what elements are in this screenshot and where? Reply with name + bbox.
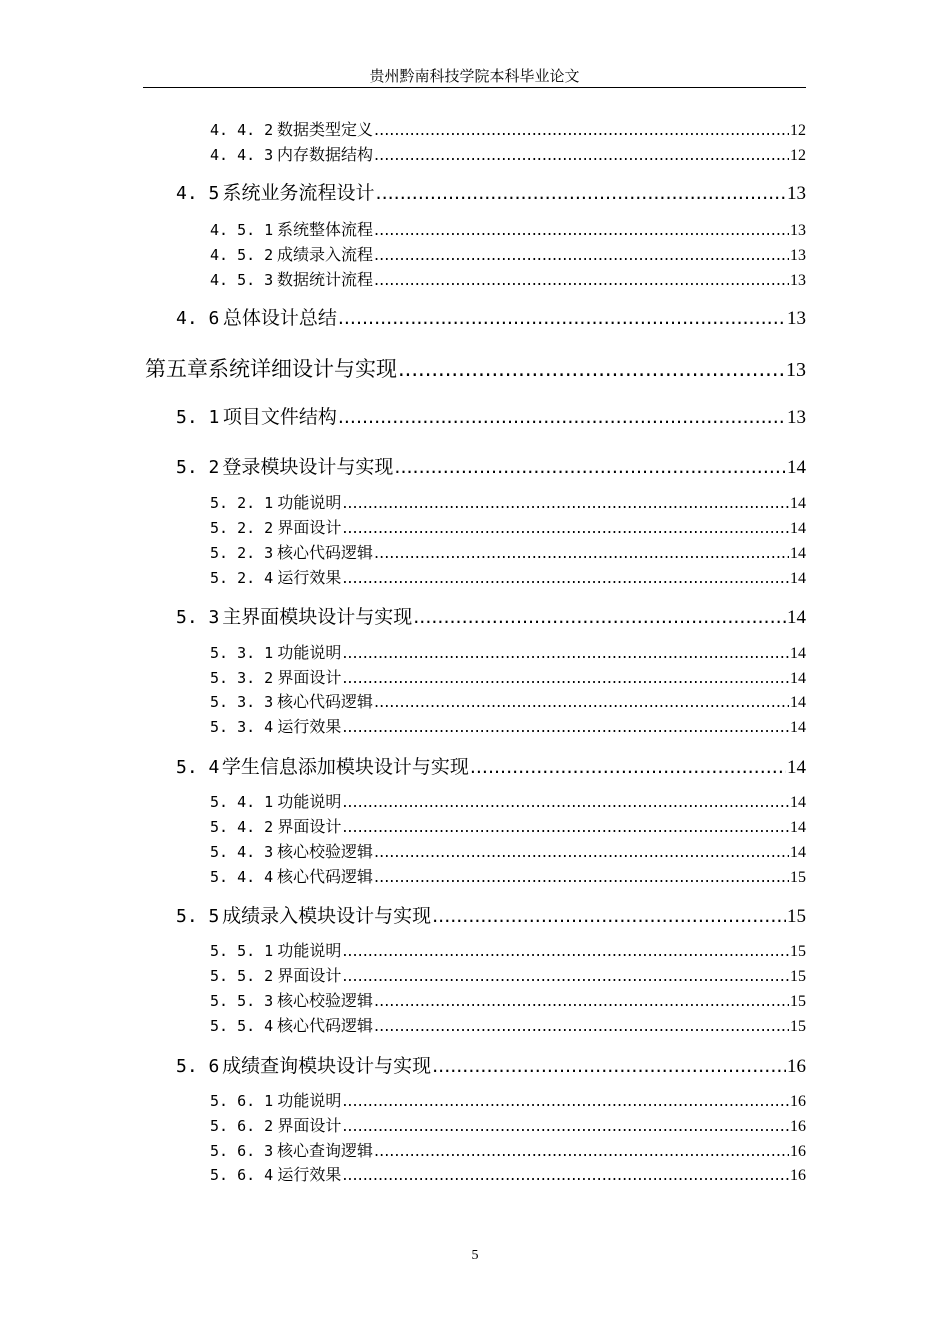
toc-entry-number: 5. 5. 2 bbox=[210, 967, 274, 985]
toc-entry-number: 5. 3. 2 bbox=[210, 669, 274, 687]
toc-entry-page: 13 bbox=[786, 359, 806, 381]
toc-entry-page: 14 bbox=[787, 607, 806, 628]
toc-entry-page: 14 bbox=[790, 670, 806, 687]
toc-dot-leader bbox=[374, 991, 789, 1010]
toc-entry-page: 14 bbox=[787, 757, 806, 778]
toc-entry-title: 系统业务流程设计 bbox=[222, 182, 375, 204]
toc-entry-title: 系统整体流程 bbox=[277, 220, 374, 239]
toc-entry-page: 13 bbox=[787, 308, 806, 329]
toc-entry[interactable] bbox=[210, 1162, 806, 1184]
toc-entry-title: 数据统计流程 bbox=[277, 270, 374, 289]
toc-dot-leader bbox=[342, 1116, 789, 1135]
toc-entry-page: 15 bbox=[790, 968, 806, 985]
toc-entry-number: 5. 5. 1 bbox=[210, 942, 274, 960]
page-number: 5 bbox=[471, 1248, 479, 1263]
toc-entry[interactable] bbox=[176, 178, 806, 204]
toc-dot-leader bbox=[342, 817, 789, 836]
toc-entry-page: 14 bbox=[790, 645, 806, 662]
toc-entry[interactable] bbox=[176, 901, 806, 927]
toc-entry-title: 界面设计 bbox=[277, 966, 342, 985]
page-header: 贵州黔南科技学院本科毕业论文 bbox=[369, 67, 580, 85]
toc-entry-title: 功能说明 bbox=[277, 941, 342, 960]
toc-entry-number: 5. 3. 1 bbox=[210, 644, 274, 662]
toc-entry-page: 14 bbox=[790, 545, 806, 562]
toc-dot-leader bbox=[342, 966, 789, 985]
toc-entry-page: 14 bbox=[790, 819, 806, 836]
toc-dot-leader bbox=[342, 717, 789, 736]
toc-entry[interactable] bbox=[210, 1138, 806, 1160]
toc-entry-page: 16 bbox=[787, 1056, 806, 1077]
toc-entry-number: 4. 4. 3 bbox=[210, 146, 274, 164]
toc-entry-number: 5. 1 bbox=[176, 407, 220, 428]
toc-entry-title: 成绩录入模块设计与实现 bbox=[222, 905, 432, 927]
toc-entry-page: 16 bbox=[790, 1093, 806, 1110]
toc-entry[interactable] bbox=[176, 452, 806, 478]
toc-dot-leader bbox=[342, 568, 789, 587]
toc-dot-leader bbox=[342, 792, 789, 811]
toc-dot-leader bbox=[374, 692, 789, 711]
toc-entry-page: 15 bbox=[790, 943, 806, 960]
toc-dot-leader bbox=[394, 456, 786, 478]
toc-entry-number: 4. 5 bbox=[176, 183, 220, 204]
toc-entry-page: 13 bbox=[790, 272, 806, 289]
toc-entry[interactable] bbox=[210, 864, 806, 886]
toc-dot-leader bbox=[432, 905, 786, 927]
toc-entry-title: 数据类型定义 bbox=[277, 120, 374, 139]
toc-entry-number: 5. 4. 3 bbox=[210, 843, 274, 861]
toc-entry[interactable] bbox=[210, 267, 806, 289]
toc-entry[interactable] bbox=[210, 714, 806, 736]
toc-entry[interactable] bbox=[210, 142, 806, 164]
toc-entry-title: 成绩录入流程 bbox=[277, 245, 374, 264]
toc-entry[interactable] bbox=[210, 217, 806, 239]
toc-entry[interactable] bbox=[176, 1051, 806, 1077]
toc-entry-number: 5. 2. 4 bbox=[210, 569, 274, 587]
toc-entry-page: 13 bbox=[790, 247, 806, 264]
toc-dot-leader bbox=[342, 1165, 789, 1184]
toc-entry[interactable] bbox=[210, 540, 806, 562]
toc-dot-leader bbox=[374, 867, 789, 886]
toc-entry-page: 15 bbox=[790, 869, 806, 886]
toc-entry-page: 14 bbox=[790, 719, 806, 736]
toc-entry-title: 运行效果 bbox=[277, 1165, 342, 1184]
toc-entry-page: 13 bbox=[787, 183, 806, 204]
toc-entry[interactable] bbox=[210, 565, 806, 587]
toc-entry-number: 5. 3 bbox=[176, 607, 220, 628]
toc-entry-page: 16 bbox=[790, 1167, 806, 1184]
toc-dot-leader bbox=[342, 1091, 789, 1110]
toc-dot-leader bbox=[374, 145, 789, 164]
toc-entry-number: 5. 2 bbox=[176, 457, 220, 478]
toc-entry-title: 核心代码逻辑 bbox=[277, 692, 374, 711]
toc-dot-leader bbox=[338, 406, 786, 428]
toc-entry-page: 14 bbox=[790, 520, 806, 537]
toc-entry-title: 学生信息添加模块设计与实现 bbox=[221, 756, 469, 778]
toc-entry-number: 5. 5. 4 bbox=[210, 1017, 274, 1035]
toc-entry-number: 5. 2. 1 bbox=[210, 494, 274, 512]
toc-entry[interactable] bbox=[210, 515, 806, 537]
toc-entry-title: 运行效果 bbox=[277, 717, 342, 736]
toc-entry-title: 登录模块设计与实现 bbox=[222, 456, 394, 478]
toc-entry-number: 5. 5 bbox=[176, 906, 220, 927]
toc-dot-leader bbox=[374, 842, 789, 861]
toc-entry-title: 功能说明 bbox=[277, 643, 342, 662]
toc-entry-title: 运行效果 bbox=[277, 568, 342, 587]
toc-entry-page: 14 bbox=[790, 694, 806, 711]
toc-entry[interactable] bbox=[176, 602, 806, 628]
toc-entry-title: 成绩查询模块设计与实现 bbox=[222, 1055, 432, 1077]
toc-dot-leader bbox=[374, 543, 789, 562]
toc-entry[interactable] bbox=[176, 752, 806, 778]
toc-entry-number: 5. 4 bbox=[176, 757, 220, 778]
toc-entry-page: 15 bbox=[790, 1018, 806, 1035]
toc-entry-title: 界面设计 bbox=[277, 518, 342, 537]
toc-entry[interactable] bbox=[210, 1088, 806, 1110]
toc-entry-page: 14 bbox=[790, 844, 806, 861]
toc-entry-page: 15 bbox=[787, 906, 806, 927]
toc-entry-number: 5. 2. 3 bbox=[210, 544, 274, 562]
toc-entry[interactable] bbox=[210, 1113, 806, 1135]
toc-entry[interactable] bbox=[210, 814, 806, 836]
toc-dot-leader bbox=[470, 756, 786, 778]
toc-entry-title: 内存数据结构 bbox=[277, 145, 374, 164]
toc-entry-title: 核心代码逻辑 bbox=[277, 543, 374, 562]
toc-dot-leader bbox=[413, 606, 786, 628]
toc-entry[interactable] bbox=[176, 303, 806, 329]
toc-entry-page: 16 bbox=[790, 1118, 806, 1135]
toc-entry[interactable] bbox=[210, 689, 806, 711]
toc-entry[interactable] bbox=[210, 490, 806, 512]
toc-entry-page: 14 bbox=[787, 457, 806, 478]
toc-entry-title: 界面设计 bbox=[277, 1116, 342, 1135]
toc-entry-number: 5. 4. 2 bbox=[210, 818, 274, 836]
toc-entry-title: 功能说明 bbox=[277, 1091, 342, 1110]
toc-entry-title: 总体设计总结 bbox=[222, 307, 337, 329]
toc-dot-leader bbox=[342, 643, 789, 662]
toc-entry-page: 13 bbox=[790, 222, 806, 239]
toc-entry-number: 5. 5. 3 bbox=[210, 992, 274, 1010]
toc-entry[interactable] bbox=[145, 353, 806, 381]
toc-entry-number: 5. 4. 1 bbox=[210, 793, 274, 811]
toc-dot-leader bbox=[342, 941, 789, 960]
toc-entry-title: 第五章系统详细设计与实现 bbox=[145, 357, 397, 381]
toc-dot-leader bbox=[374, 1141, 789, 1160]
toc-entry-title: 核心代码逻辑 bbox=[277, 867, 374, 886]
toc-entry-title: 核心校验逻辑 bbox=[277, 991, 374, 1010]
toc-entry-number: 5. 6. 4 bbox=[210, 1166, 274, 1184]
toc-entry[interactable] bbox=[210, 242, 806, 264]
toc-entry-title: 功能说明 bbox=[277, 493, 342, 512]
toc-dot-leader bbox=[338, 307, 786, 329]
toc-entry-page: 12 bbox=[790, 147, 806, 164]
toc-entry[interactable] bbox=[210, 640, 806, 662]
toc-entry-page: 13 bbox=[787, 407, 806, 428]
toc-entry-number: 4. 5. 2 bbox=[210, 246, 274, 264]
toc-entry-title: 核心代码逻辑 bbox=[277, 1016, 374, 1035]
toc-entry[interactable] bbox=[210, 938, 806, 960]
toc-entry-page: 12 bbox=[790, 122, 806, 139]
toc-entry[interactable] bbox=[210, 963, 806, 985]
toc-entry-title: 界面设计 bbox=[277, 668, 342, 687]
toc-entry-number: 5. 6. 1 bbox=[210, 1092, 274, 1110]
toc-entry-title: 项目文件结构 bbox=[222, 406, 337, 428]
toc-entry-number: 5. 3. 3 bbox=[210, 693, 274, 711]
toc-entry-number: 5. 6. 3 bbox=[210, 1142, 274, 1160]
toc-entry-title: 功能说明 bbox=[277, 792, 342, 811]
toc-entry-page: 14 bbox=[790, 794, 806, 811]
toc-entry-title: 核心查询逻辑 bbox=[277, 1141, 374, 1160]
toc-dot-leader bbox=[374, 270, 789, 289]
toc-entry-number: 5. 3. 4 bbox=[210, 718, 274, 736]
toc-entry-number: 5. 2. 2 bbox=[210, 519, 274, 537]
toc-dot-leader bbox=[376, 182, 786, 204]
toc-entry[interactable] bbox=[210, 789, 806, 811]
toc-entry[interactable] bbox=[176, 402, 806, 428]
toc-dot-leader bbox=[342, 493, 789, 512]
toc-entry[interactable] bbox=[210, 988, 806, 1010]
toc-entry-number: 4. 4. 2 bbox=[210, 121, 274, 139]
toc-dot-leader bbox=[342, 668, 789, 687]
toc-entry-number: 5. 4. 4 bbox=[210, 868, 274, 886]
toc-entry-number: 5. 6. 2 bbox=[210, 1117, 274, 1135]
toc-entry-page: 16 bbox=[790, 1143, 806, 1160]
toc-entry-title: 核心校验逻辑 bbox=[277, 842, 374, 861]
toc-entry-number: 5. 6 bbox=[176, 1056, 220, 1077]
toc-entry-number: 4. 5. 3 bbox=[210, 271, 274, 289]
toc-dot-leader bbox=[374, 220, 789, 239]
toc-dot-leader bbox=[398, 357, 785, 381]
toc-dot-leader bbox=[432, 1055, 786, 1077]
toc-entry-page: 15 bbox=[790, 993, 806, 1010]
toc-entry-number: 4. 5. 1 bbox=[210, 221, 274, 239]
toc-dot-leader bbox=[342, 518, 789, 537]
toc-entry-page: 14 bbox=[790, 495, 806, 512]
toc-entry-page: 14 bbox=[790, 570, 806, 587]
toc-dot-leader bbox=[374, 1016, 789, 1035]
toc-entry[interactable] bbox=[210, 839, 806, 861]
toc-entry-title: 主界面模块设计与实现 bbox=[222, 606, 413, 628]
toc-entry[interactable] bbox=[210, 665, 806, 687]
toc-entry[interactable] bbox=[210, 1013, 806, 1035]
toc-entry[interactable] bbox=[210, 117, 806, 139]
toc-dot-leader bbox=[374, 120, 789, 139]
toc-entry-number: 4. 6 bbox=[176, 308, 220, 329]
toc-dot-leader bbox=[374, 245, 789, 264]
toc-entry-title: 界面设计 bbox=[277, 817, 342, 836]
